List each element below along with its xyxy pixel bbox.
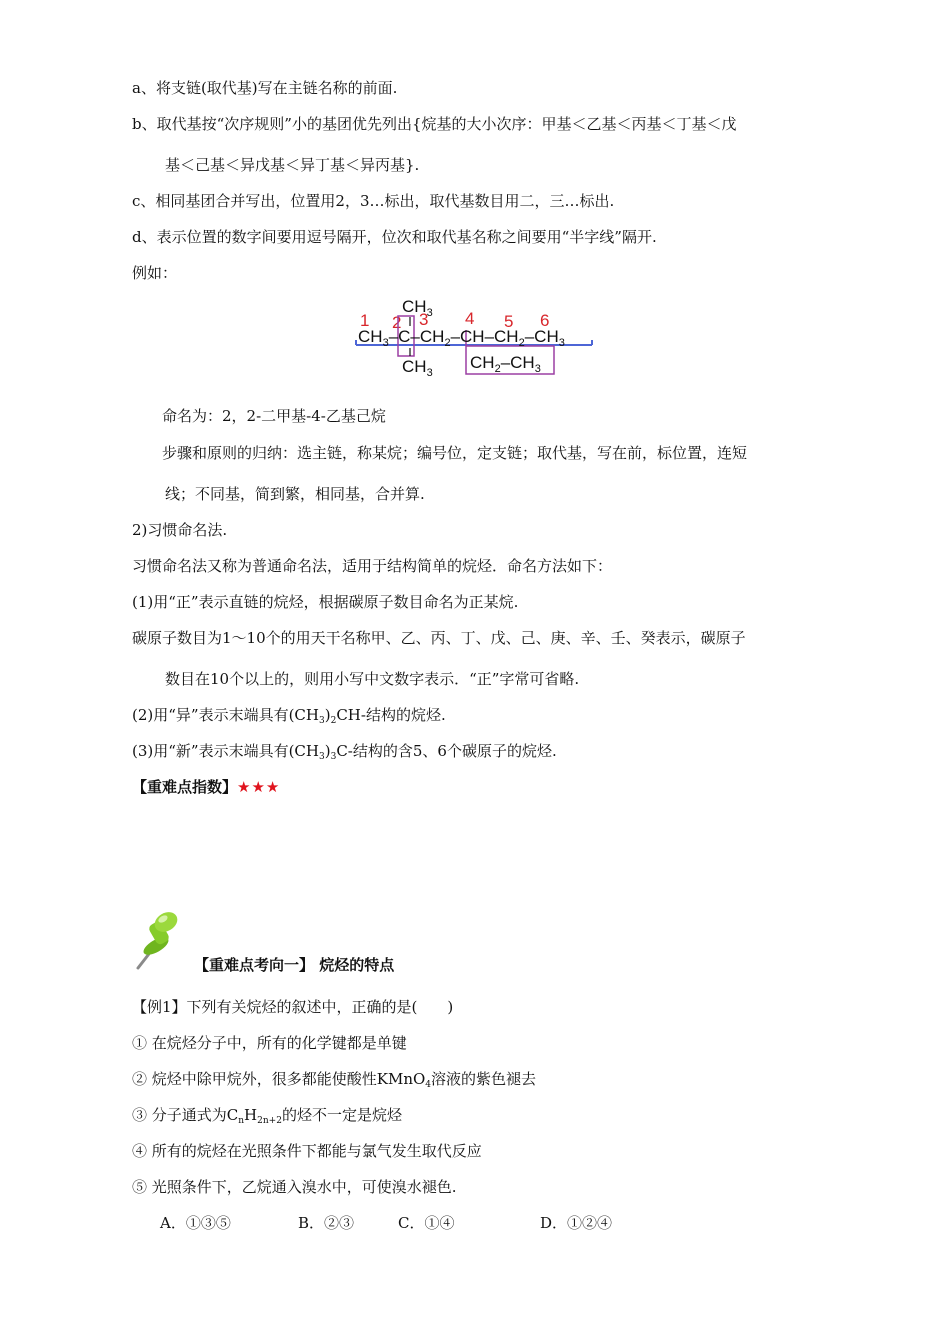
custom-p4: (3)用“新”表示末端具有$(CH_3)_3C-$结构的含5、6个碳原子的烷烃. [132, 742, 557, 762]
custom-p3: (2)用“异”表示末端具有$(CH_3)_2CH-$结构的烷烃. [132, 706, 446, 726]
rule-a: a、将支链(取代基)写在主链名称的前面. [132, 79, 398, 97]
choice-a: A．①③⑤ [160, 1214, 231, 1232]
ethyl-group: $CH_2-CH_3$ [470, 353, 541, 375]
example-label: 例如： [132, 264, 178, 282]
structural-formula [352, 292, 602, 380]
rule-d: d、表示位置的数字间要用逗号隔开，位次和取代基名称之间要用“半字线”隔开. [132, 228, 657, 246]
top-methyl: $CH_3$ [402, 297, 433, 319]
example1-option-5: ⑤ 光照条件下，乙烷通入溴水中，可使溴水褪色. [132, 1178, 457, 1196]
position-number-6: 6 [540, 311, 550, 330]
choice-b: B．②③ [298, 1214, 355, 1232]
section-title: 【重难点考向一】 烷烃的特点 [194, 956, 395, 974]
difficulty-stars: ★★★ [237, 778, 281, 796]
main-chain-text: $CH_3-C-CH_2-CH-CH_2-CH_3$ [358, 327, 565, 349]
pushpin-icon [130, 910, 190, 972]
custom-p2-line1: 碳原子数目为1～10个的用天干名称甲、乙、丙、丁、戊、己、庚、辛、壬、癸表示，碳原子 [132, 629, 746, 647]
example1-option-4: ④ 所有的烷烃在光照条件下都能与氯气发生取代反应 [132, 1142, 482, 1160]
position-number-4: 4 [465, 309, 475, 328]
naming-result: 命名为：2，2-二甲基-4-乙基己烷 [162, 407, 386, 425]
position-number-3: 3 [419, 310, 429, 329]
custom-p1: (1)用“正”表示直链的烷烃，根据碳原子数目命名为正某烷. [132, 593, 519, 611]
choice-d: D．①②④ [540, 1214, 613, 1232]
custom-p2-line2: 数目在10个以上的，则用小写中文数字表示．“正”字常可省略. [165, 670, 580, 688]
choice-c: C．①④ [398, 1214, 455, 1232]
summary-line1: 步骤和原则的归纳：选主链，称某烷；编号位，定支链；取代基，写在前，标位置，连短 [162, 444, 748, 462]
difficulty-index: 【重难点指数】★★★ [132, 778, 281, 796]
rule-c: c、相同基团合并写出，位置用2，3…标出，取代基数目用二，三…标出. [132, 192, 615, 210]
position-number-1: 1 [360, 311, 370, 330]
summary-line2: 线；不同基，简到繁，相同基，合并算. [165, 485, 425, 503]
example1-option-2: ② 烷烃中除甲烷外，很多都能使酸性KMnO$_4$溶液的紫色褪去 [132, 1070, 537, 1090]
example1-option-3: ③ 分子通式为$C_nH_{2n+2}$的烃不一定是烷烃 [132, 1106, 402, 1126]
custom-heading: 2)习惯命名法. [132, 521, 228, 539]
bottom-methyl: $CH_3$ [402, 357, 433, 379]
custom-intro: 习惯命名法又称为普通命名法，适用于结构简单的烷烃．命名方法如下： [132, 557, 613, 575]
position-number-5: 5 [504, 312, 514, 331]
example1-option-1: ① 在烷烃分子中，所有的化学键都是单键 [132, 1034, 407, 1052]
position-number-2: 2 [392, 313, 402, 332]
example1-stem: 【例1】下列有关烷烃的叙述中，正确的是( ) [132, 998, 454, 1016]
rule-b-line1: b、取代基按“次序规则”小的基团优先列出{烷基的大小次序：甲基＜乙基＜丙基＜丁基＜戊 [132, 115, 737, 133]
rule-b-line2: 基＜己基＜异戊基＜异丁基＜异丙基}. [165, 156, 420, 174]
